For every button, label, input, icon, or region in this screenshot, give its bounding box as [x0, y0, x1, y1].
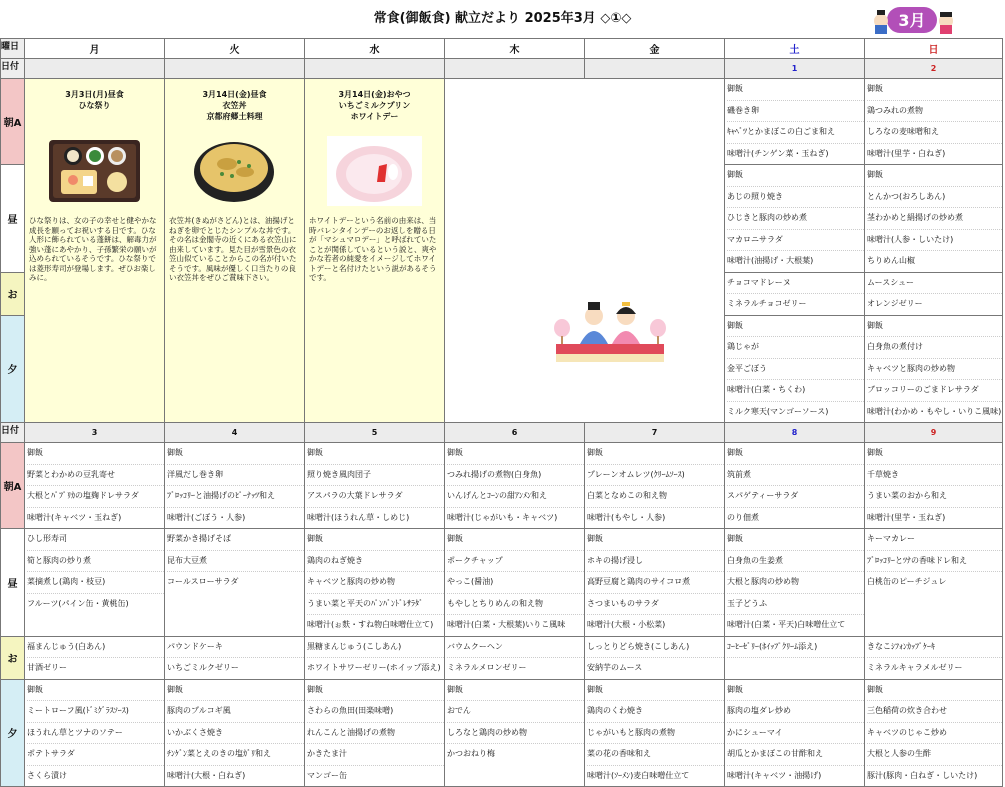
menu-cell: 御飯 鶏肉のねぎ焼き キャベツと豚肉の炒め物 うまい菜と平天のﾊﾟﾝﾊﾞﾝﾄﾞﾚｻﾗﾀﾞ 味噌汁(ぉ麩・すね物白味噌仕立て) [305, 529, 445, 637]
meal-label-snack: お [1, 272, 25, 315]
menu-cell: 御飯 とんかつ(おろしあん) 茎わかめと絹揚げの炒め煮 味噌汁(人参・しいたけ) ちりめん山椒 [865, 165, 1003, 273]
menu-cell: 御飯 ミートローフ風(ﾄﾞﾐｸﾞﾗｽｿｰｽ) ほうれん草とツナのソテー ポテトサラダ さくら漬け [25, 679, 165, 787]
date-cell: 6 [445, 423, 585, 443]
day-fri: 金 [585, 39, 725, 59]
menu-cell: 御飯 三色稲荷の炊き合わせ キャベツのじゃこ炒め 大根と人参の生酢 豚汁(豚肉・白ねぎ・しいたけ) [865, 679, 1003, 787]
menu-cell: 御飯 おでん しろなと鶏肉の炒め物 かつおねり梅 [445, 679, 585, 787]
hina-dolls-illustration [550, 288, 670, 368]
dinner-row-week2 [1, 679, 1003, 787]
weekday-row [1, 39, 1003, 59]
kinugasa-don-image [187, 136, 282, 206]
month-badge-label: 3月 [898, 11, 926, 30]
date-cell [445, 59, 585, 79]
blank-area [445, 79, 725, 423]
date-cell: 4 [165, 423, 305, 443]
date-cell [25, 59, 165, 79]
menu-cell: 御飯 プレーンオムレツ(ｸﾘｰﾑｿｰｽ) 白菜となめこの和え物 味噌汁(もやし・人参) [585, 443, 725, 529]
menu-cell: 御飯 磯巻き卵 ｷｬﾍﾞﾂとかまぼこの白ごま和え 味噌汁(チンゲン菜・玉ねぎ) [725, 79, 865, 165]
date-cell: 2 [865, 59, 1003, 79]
meal-label-snack: お [1, 636, 25, 679]
date-row-week2 [1, 423, 1003, 443]
feature-hinamatsuri: 3月3日(月)昼食 ひな祭り ひな祭りは、女の子の幸せと健やかな成長を願ってお祝いする日です。ひな人形に飾られている蓬餅は、解毒力が強い蓬にあやかり、子孫繁栄の願いが込められているそうです。ひな祭りでは菱形寿司が登場します。ぜひお楽しみに。 [25, 79, 165, 423]
date-cell [165, 59, 305, 79]
menu-cell: 御飯 白身魚の煮付け キャベツと豚肉の炒め物 ブロッコリーのごまドレサラダ 味噌汁(わかめ・もやし・いりこ風味) [865, 315, 1003, 423]
day-thu: 木 [445, 39, 585, 59]
menu-cell: キーマカレー ﾌﾞﾛｯｺﾘｰとﾂﾅの香味ドレ和え 白桃缶のピーチジュレ [865, 529, 1003, 637]
date-cell: 9 [865, 423, 1003, 443]
date-cell: 8 [725, 423, 865, 443]
date-label: 日付 [1, 59, 25, 79]
menu-cell: ひし形寿司 筍と豚肉の炒り煮 菜摘煮し(鶏肉・枝豆) フルーツ(パイン缶・黄桃缶) [25, 529, 165, 637]
page-title: 常食(御飯食) 献立だより 2025年3月 ◇①◇ [373, 11, 632, 26]
menu-cell: チョコマドレーヌ ミネラルチョコゼリー [725, 272, 865, 315]
menu-cell: ムースシュー オレンジゼリー [865, 272, 1003, 315]
feature-kinugasa-don: 3月14日(金)昼食 衣笠丼 京都府郷土料理 衣笠丼(きぬがさどん)とは、油揚げとねぎを卵でとじたシンプルな丼です。その名は金閣寺の近くにある衣笠山に由来しています。見た目が雪景色の衣笠山似ていることからこの名が付いたそうです。風味が優しく口当たりの良い衣笠丼をぜひご賞味下さい。 [165, 79, 305, 423]
menu-cell: しっとりどら焼き(こしあん) 安納芋のムース [585, 636, 725, 679]
meal-label-breakfast: 朝A [1, 79, 25, 165]
menu-cell: 御飯 白身魚の生姜煮 大根と豚肉の炒め物 玉子どうふ 味噌汁(白菜・平天)白味噌仕立て [725, 529, 865, 637]
day-sun: 日 [865, 39, 1003, 59]
menu-cell: 御飯 鶏肉のくわ焼き じゃがいもと豚肉の煮物 菜の花の香味和え 味噌汁(ｿｰﾒﾝ)麦白味噌仕立て [585, 679, 725, 787]
day-wed: 水 [305, 39, 445, 59]
menu-cell: 御飯 あじの照り焼き ひじきと豚肉の炒め煮 マカロニサラダ 味噌汁(油揚げ・大根葉) [725, 165, 865, 273]
menu-cell: 御飯 さわらの魚田(田楽味噌) れんこんと油揚げの煮物 かきたま汁 マンゴー缶 [305, 679, 445, 787]
date-cell: 3 [25, 423, 165, 443]
feature-text: 衣笠丼(きぬがさどん)とは、油揚げとねぎを卵でとじたシンプルな丼です。その名は金閣寺の近くにある衣笠山に由来しています。見た目が雪景色の衣笠山似ていることからこの名が付いたそうです。風味が優しく口当たりの良い衣笠丼をぜひご賞味下さい。 [169, 216, 297, 282]
breakfast-row-week1 [1, 79, 1003, 165]
feature-text: ホワイトデーという名前の由来は、当時バレンタインデーのお返しを贈る日が「マシュマロデー」と呼ばれていたことが関係しているという説と、爽やかな若者の純愛をイメージしてホワイトデーと名付けたという説があるそうです。 [309, 216, 437, 282]
meal-label-breakfast: 朝A [1, 443, 25, 529]
menu-cell: パウンドケーキ いちごミルクゼリー [165, 636, 305, 679]
menu-cell: 黒糖まんじゅう(こしあん) ホワイトサワーゼリー(ホイップ添え) [305, 636, 445, 679]
meal-label-lunch: 昼 [1, 529, 25, 637]
menu-cell: 御飯 筑前煮 スパゲティーサラダ のり佃煮 [725, 443, 865, 529]
day-sat: 土 [725, 39, 865, 59]
feature-text: ひな祭りは、女の子の幸せと健やかな成長を願ってお祝いする日です。ひな人形に飾られている蓬餅は、解毒力が強い蓬にあやかり、子孫繁栄の願いが込められているそうです。ひな祭りでは菱形寿司が登場します。ぜひお楽しみに。 [29, 216, 157, 282]
lunch-row-week2 [1, 529, 1003, 637]
day-tue: 火 [165, 39, 305, 59]
date-cell: 5 [305, 423, 445, 443]
day-mon: 月 [25, 39, 165, 59]
menu-cell: 御飯 鶏じゃが 金平ごぼう 味噌汁(白菜・ちくわ) ミルク寒天(マンゴーソース) [725, 315, 865, 423]
meal-label-dinner: 夕 [1, 679, 25, 787]
menu-cell: 御飯 洋風だし巻き卵 ﾌﾞﾛｯｺﾘｰと油揚げのﾋﾟｰﾅｯﾂ和え 味噌汁(ごぼう・人参) [165, 443, 305, 529]
weekday-label: 曜日 [1, 39, 25, 59]
date-cell [305, 59, 445, 79]
menu-cell: 御飯 つみれ揚げの煮物(白身魚) いんげんとｺｰﾝの甜ｱﾝﾒﾝ和え 味噌汁(じゃがいも・キャベツ) [445, 443, 585, 529]
date-row-week1 [1, 59, 1003, 79]
menu-cell: 御飯 ポークチャップ やっこ(醤油) もやしとちりめんの和え物 味噌汁(白菜・大根葉)いりこ風味 [445, 529, 585, 637]
date-cell [585, 59, 725, 79]
menu-cell: 御飯 照り焼き風肉団子 アスパラの大葉ドレサラダ 味噌汁(ほうれん草・しめじ) [305, 443, 445, 529]
meal-label-dinner: 夕 [1, 315, 25, 423]
menu-cell: 野菜かき揚げそば 昆布大豆煮 コールスローサラダ [165, 529, 305, 637]
menu-cell: 御飯 豚肉の塩ダレ炒め かにシューマイ 胡瓜とかまぼこの甘酢和え 味噌汁(キャベツ・油揚げ) [725, 679, 865, 787]
date-cell: 1 [725, 59, 865, 79]
menu-cell: 御飯 千草焼き うまい菜のおから和え 味噌汁(里芋・玉ねぎ) [865, 443, 1003, 529]
month-badge [873, 3, 955, 35]
menu-cell: バウムクーヘン ミネラルメロンゼリー [445, 636, 585, 679]
menu-cell: 御飯 豚肉のプルコギ風 いかぶくさ焼き ﾁﾝｹﾞﾝ菜とえのきの塩ｶﾞﾘ和え 味噌汁(大根・白ねぎ) [165, 679, 305, 787]
menu-cell: ｺｰﾋｰｾﾞﾘｰ(ﾎｲｯﾌﾟｸﾘｰﾑ添え) [725, 636, 865, 679]
date-cell: 7 [585, 423, 725, 443]
menu-cell: 福まんじゅう(白あん) 甘酒ゼリー [25, 636, 165, 679]
menu-cell: 御飯 鶏つみれの煮物 しろなの麦味噌和え 味噌汁(里芋・白ねぎ) [865, 79, 1003, 165]
snack-row-week2 [1, 636, 1003, 679]
meal-label-lunch: 昼 [1, 165, 25, 273]
breakfast-row-week2 [1, 443, 1003, 529]
menu-table [0, 38, 1003, 787]
menu-cell: きなこｼﾌｫﾝｶｯﾌﾟｹｰｷ ミネラルキャラメルゼリー [865, 636, 1003, 679]
date-label: 日付 [1, 423, 25, 443]
strawberry-pudding-image [327, 136, 422, 206]
hinamatsuri-meal-image [47, 136, 142, 206]
feature-strawberry-pudding: 3月14日(金)おやつ いちごミルクプリン ホワイトデー ホワイトデーという名前の由来は、当時バレンタインデーのお返しを贈る日が「マシュマロデー」と呼ばれていたことが関係しているという説と、爽やかな若者の純愛をイメージしてホワイトデーと名付けたという説があるそうです。 [305, 79, 445, 423]
menu-cell: 御飯 ホキの揚げ浸し 高野豆腐と鶏肉のサイコロ煮 さつまいものサラダ 味噌汁(大根・小松菜) [585, 529, 725, 637]
menu-cell: 御飯 野菜とわかめの豆乳寄せ 大根とﾊﾟﾌﾟﾘｶの塩麹ドレサラダ 味噌汁(キャベツ・玉ねぎ) [25, 443, 165, 529]
